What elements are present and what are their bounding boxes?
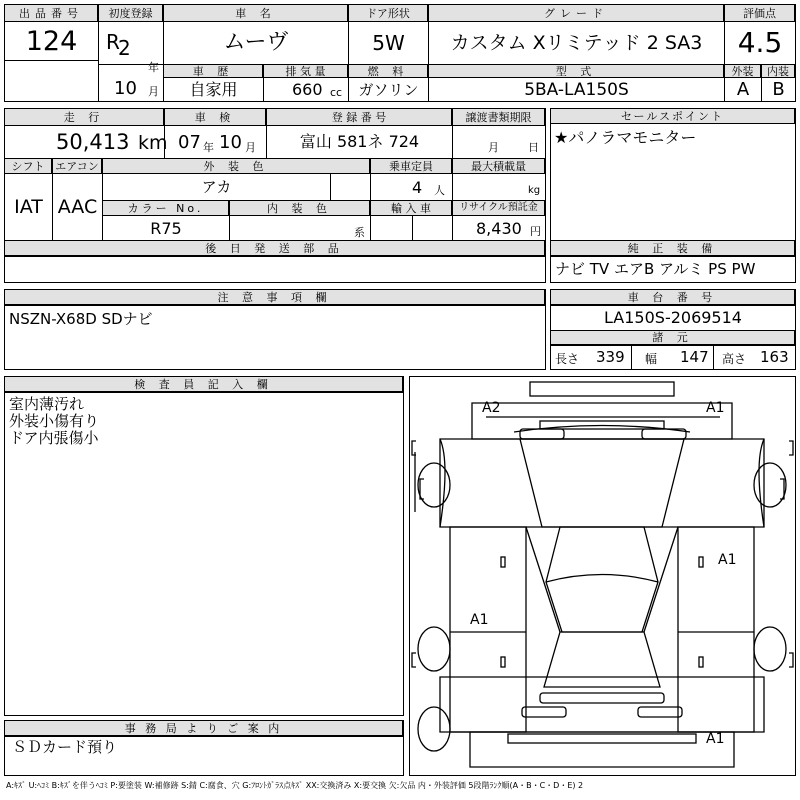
width-value: 147 [680,348,709,366]
mileage-label: 走 行 [5,109,164,126]
inspection-month-unit: 月 [245,141,256,154]
capacity-label: 乗車定員 [371,159,452,174]
notes-text: NSZN-X68D SDナビ [9,310,153,328]
ext-color: アカ [201,178,232,196]
inspection-month: 10 [219,132,242,153]
transfer-month-unit: 月 [488,141,499,154]
era: R [106,30,120,54]
damage-mark: A1 [470,612,489,628]
recycle-label: リサイクル預託金 [453,201,545,216]
length-value: 339 [596,348,625,366]
lot-number: 124 [25,25,78,57]
damage-mark: A1 [706,731,725,747]
door-label: ドア形状 [349,5,428,22]
fuel-label: 燃 料 [349,65,428,78]
equipment-text: ナビ TV エアB アルミ PS PW [555,260,756,278]
load-unit: kg [528,185,541,196]
capacity: 4 [412,178,423,197]
model-label: 型 式 [429,65,724,78]
inspection-year-unit: 年 [203,141,214,154]
aircon-label: エアコン [53,159,102,174]
interior-grade: B [772,79,785,100]
inspection-year: 07 [178,132,201,153]
height-label: 高さ [722,352,747,366]
inspector-label: 検 査 員 記 入 欄 [5,377,403,392]
width-label: 幅 [645,352,658,366]
history-label: 車 歴 [164,65,263,78]
first-reg-label: 初度登録 [99,5,163,22]
recycle: 8,430 [476,219,522,238]
transfer-label: 譲渡書類期限 [453,109,545,126]
dims-label: 諸 元 [551,331,795,345]
registration: 富山 581ネ 724 [299,132,420,151]
later-parts-label: 後 日 発 送 部 品 [5,241,545,256]
score-label: 評価点 [725,5,795,22]
car-damage-diagram [409,376,796,776]
damage-mark: A1 [706,400,725,416]
height-value: 163 [760,348,789,366]
damage-mark: A2 [482,400,501,416]
car-name-label: 車 名 [164,5,348,22]
length-label: 長さ [555,352,580,366]
exterior-label: 外装 [725,65,761,78]
notes-label: 注 意 事 項 欄 [5,290,545,305]
history: 自家用 [189,80,238,99]
shift-label: シフト [5,159,52,174]
legend-text: A:ｷｽﾞ U:ﾍｺﾐ B:ｷｽﾞを伴うﾍｺﾐ P:要塗装 W:補修跡 S:錆 C:腐食、穴 G:ﾌﾛﾝﾄｶﾞﾗｽ点ｷｽﾞ XX:交換済み X:要交換 欠:欠品 内・外装評価 5段階ﾗﾝｸ順(A・B・C・D・E) 2 [6,781,584,790]
fuel: ガソリン [358,80,419,99]
ext-color-label: 外 装 色 [103,159,370,174]
month-unit: 月 [148,85,159,98]
office-label: 事 務 局 よ り ご 案 内 [5,721,403,736]
first-reg-year: 2 [118,36,131,60]
first-reg-month: 10 [114,78,137,99]
mileage-unit: km [138,132,168,154]
door: 5W [372,31,405,55]
displacement-unit: cc [330,86,343,99]
damage-mark: A1 [718,552,737,568]
exterior-grade: A [736,79,750,100]
int-color-label: 内 装 色 [230,201,370,216]
recycle-unit: 円 [530,225,541,238]
sales-point-label: セールスポイント [551,109,795,124]
car-name: ムーヴ [223,30,289,55]
car-outline [410,377,795,775]
capacity-unit: 人 [434,184,445,197]
grade-label: グレード [429,5,724,22]
grade: カスタム Xリミテッド 2 SA3 [450,31,703,54]
chassis-number: LA150S-2069514 [604,308,742,327]
inspection-label: 車 検 [165,109,266,126]
year-unit: 年 [148,61,159,74]
transfer-day-unit: 日 [528,141,539,154]
color-no-label: カラー No. [103,201,229,216]
inspector-line: 外装小傷有り [9,412,100,430]
lot-label: 出品番号 [5,5,98,22]
mileage: 50,413 [56,130,130,154]
import-label: 輸 入 車 [371,201,452,216]
color-no: R75 [150,218,182,238]
inspector-line: ドア内張傷小 [9,429,99,447]
aircon: AAC [57,195,98,218]
chassis-label: 車 台 番 号 [551,290,795,305]
sales-point-text: ★パノラマモニター [554,128,697,147]
inspector-line: 室内薄汚れ [9,395,85,413]
shift: IAT [14,195,43,218]
displacement: 660 [292,80,323,99]
interior-label: 内装 [762,65,795,78]
registration-label: 登 録 番 号 [267,109,452,126]
score: 4.5 [737,26,783,59]
load-label: 最大積載量 [453,159,545,174]
displacement-label: 排 気 量 [264,65,348,78]
equipment-label: 純 正 装 備 [551,241,795,256]
office-text: ＳＤカード預り [12,738,118,756]
int-color-unit: 系 [354,226,365,239]
model: 5BA-LA150S [524,79,629,100]
